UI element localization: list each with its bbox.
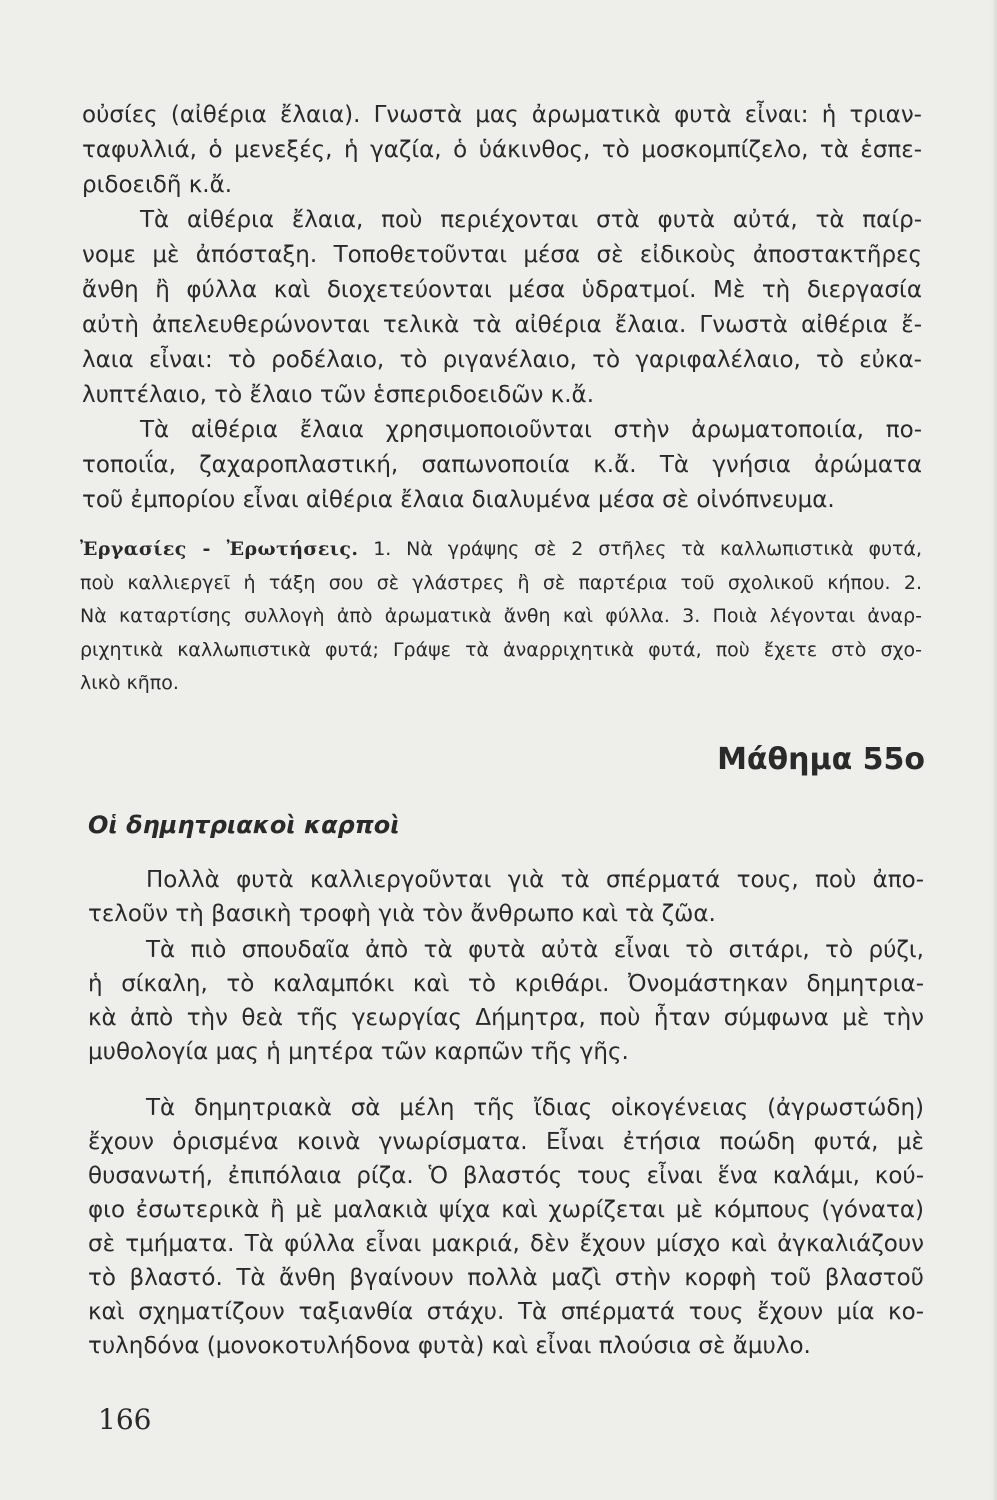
text-line: μυθολογία μας ἡ μητέρα τῶν καρπῶν τῆς γῆς. — [88, 1039, 629, 1065]
intro-text — [82, 98, 922, 518]
text-line: ποὺ καλλιεργεῖ ἡ τάξη σου σὲ γλάστρες ἢ σὲ παρτέρια τοῦ σχολικοῦ κήπου. 2. — [80, 571, 922, 594]
line-box — [82, 203, 922, 238]
text-line: ἔχουν ὁρισμένα κοινὰ γνωρίσματα. Εἶναι ἐτήσια ποώδη φυτά, μὲ — [88, 1129, 924, 1155]
line-box — [80, 567, 922, 601]
line-box — [88, 1193, 924, 1227]
text-line: φιο ἐσωτερικὰ ἢ μὲ μαλακιὰ ψίχα καὶ χωρίζεται μὲ κόμπους (γόνατα) — [88, 1197, 924, 1223]
line-box — [80, 634, 922, 668]
text-line: ἄνθη ἢ φύλλα καὶ διοχετεύονται μέσα ὑδρατμοί. Μὲ τὴ διεργασία — [82, 277, 922, 303]
paragraph — [82, 203, 922, 413]
paragraph — [82, 98, 922, 203]
paragraph — [88, 933, 924, 1069]
text-line: τελοῦν τὴ βασικὴ τροφὴ γιὰ τὸν ἄνθρωπο καὶ τὰ ζῶα. — [88, 901, 716, 927]
text-line: ταφυλλιά, ὁ μενεξές, ἡ γαζία, ὁ ὑάκινθος, τὸ μοσκομπίζελο, τὰ ἑσπε- — [82, 137, 922, 163]
line-box — [88, 1329, 924, 1363]
paragraph — [88, 863, 924, 931]
text-line: λικὸ κῆπο. — [80, 672, 179, 694]
text-line: Τὰ αἰθέρια ἔλαια, ποὺ περιέχονται στὰ φυτὰ αὐτά, τὰ παίρ- — [140, 207, 922, 233]
lesson-title: Μάθημα 55ο — [717, 742, 925, 777]
text-line: λυπτέλαιο, τὸ ἔλαιο τῶν ἑσπεριδοειδῶν κ.ἄ. — [82, 382, 595, 408]
line-box — [88, 1125, 924, 1159]
line-box — [82, 343, 922, 378]
line-box — [88, 1295, 924, 1329]
text-line: τοποιΐα, ζαχαροπλαστική, σαπωνοποιία κ.ἄ. Τὰ γνήσια ἀρώματα — [82, 452, 922, 478]
paragraph — [88, 1091, 924, 1363]
line-box — [82, 273, 922, 308]
line-box — [82, 413, 922, 448]
line-box — [88, 1227, 924, 1261]
text-line: ριδοειδῆ κ.ἄ. — [82, 172, 233, 198]
line-box — [88, 863, 924, 897]
exercises-label: Ἐργασίες - Ἐρωτήσεις. — [80, 538, 359, 560]
line-box — [88, 1261, 924, 1295]
text-line: οὐσίες (αἰθέρια ἔλαια). Γνωστὰ μας ἀρωματικὰ φυτὰ εἶναι: ἡ τριαν- — [82, 102, 922, 128]
text-line: ριχητικὰ καλλωπιστικὰ φυτά; Γράψε τὰ ἀναρριχητικὰ φυτά, ποὺ ἔχετε στὸ σχο- — [80, 638, 922, 661]
text-line: λαια εἶναι: τὸ ροδέλαιο, τὸ ριγανέλαιο, τὸ γαριφαλέλαιο, τὸ εὐκα- — [82, 347, 922, 373]
line-box — [88, 933, 924, 967]
exercises-first-line — [80, 538, 922, 560]
line-box — [82, 98, 922, 133]
line-box — [88, 1001, 924, 1035]
text-line: Τὰ δημητριακὰ σὰ μέλη τῆς ἴδιας οἰκογένειας (ἀγρωστώδη) — [146, 1095, 924, 1121]
line-box — [82, 378, 922, 413]
line-box — [88, 1159, 924, 1193]
text-line: θυσανωτή, ἐπιπόλαια ρίζα. Ὁ βλαστός τους εἶναι ἕνα καλάμι, κού- — [88, 1163, 924, 1189]
text-line: τὸ βλαστό. Τὰ ἄνθη βγαίνουν πολλὰ μαζὶ στὴν κορφὴ τοῦ βλαστοῦ — [88, 1265, 924, 1291]
paragraph — [82, 413, 922, 518]
text-line: τυληδόνα (μονοκοτυλήδονα φυτὰ) καὶ εἶναι πλούσια σὲ ἄμυλο. — [88, 1333, 811, 1359]
text-line: Τὰ πιὸ σπουδαῖα ἀπὸ τὰ φυτὰ αὐτὰ εἶναι τὸ σιτάρι, τὸ ρύζι, — [146, 937, 924, 963]
line-box — [88, 897, 924, 931]
line-box — [80, 667, 922, 701]
text-line: νομε μὲ ἀπόσταξη. Τοποθετοῦνται μέσα σὲ εἰδικοὺς ἀποστακτῆρες — [82, 242, 922, 268]
line-box — [88, 967, 924, 1001]
text-line: σὲ τμήματα. Τὰ φύλλα εἶναι μακριά, δὲν ἔχουν μίσχο καὶ ἀγκαλιάζουν — [88, 1231, 924, 1257]
text-line: Πολλὰ φυτὰ καλλιεργοῦνται γιὰ τὰ σπέρματά τους, ποὺ ἀπο- — [146, 867, 924, 893]
text-line: κὰ ἀπὸ τὴν θεὰ τῆς γεωργίας Δήμητρα, ποὺ ἦταν σύμφωνα μὲ τὴν — [88, 1005, 924, 1031]
text-line: Τὰ αἰθέρια ἔλαια χρησιμοποιοῦνται στὴν ἀρωματοποιία, πο- — [140, 417, 922, 443]
text-line: 1. Νὰ γράψης σὲ 2 στῆλες τὰ καλλωπιστικὰ φυτά, — [373, 538, 922, 560]
line-box — [82, 483, 922, 518]
text-line: Νὰ καταρτίσης συλλογὴ ἀπὸ ἀρωματικὰ ἄνθη καὶ φύλλα. 3. Ποιὰ λέγονται ἀναρ- — [80, 605, 922, 627]
page-number: 166 — [98, 1403, 152, 1436]
line-box — [82, 448, 922, 483]
line-box — [82, 133, 922, 168]
text-line: ἡ σίκαλη, τὸ καλαμπόκι καὶ τὸ κριθάρι. Ὀνομάστηκαν δημητρια- — [88, 971, 924, 997]
text-line: τοῦ ἐμπορίου εἶναι αἰθέρια ἔλαια διαλυμένα μέσα σὲ οἰνόπνευμα. — [82, 487, 835, 513]
lesson-subtitle: Οἱ δημητριακοὶ καρποὶ — [88, 811, 400, 839]
line-box — [82, 238, 922, 273]
exercises — [80, 533, 922, 701]
line-box — [82, 308, 922, 343]
line-box — [88, 1091, 924, 1125]
text-line: καὶ σχηματίζουν ταξιανθία στάχυ. Τὰ σπέρματά τους ἔχουν μία κο- — [88, 1299, 924, 1325]
line-box — [80, 600, 922, 634]
line-box — [88, 1035, 924, 1069]
line-box — [82, 168, 922, 203]
text-line: αὐτὴ ἀπελευθερώνονται τελικὰ τὰ αἰθέρια ἔλαια. Γνωστὰ αἰθέρια ἔ- — [82, 312, 922, 338]
line-box — [80, 533, 922, 567]
